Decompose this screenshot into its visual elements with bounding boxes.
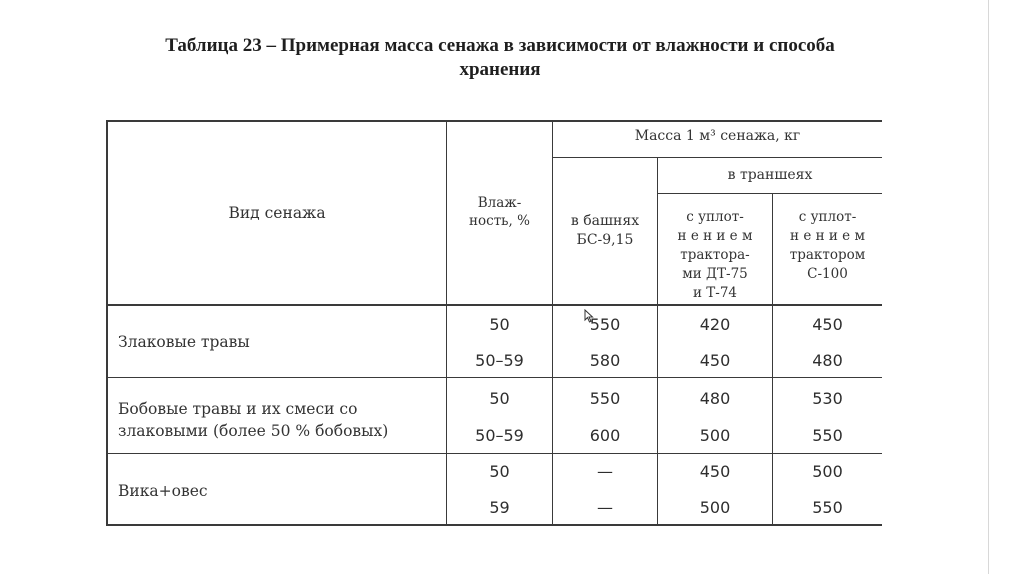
header-compact-s100-line: н е н и е м [790,228,865,244]
cell-s100: 550 [812,426,843,445]
caption-line-2: хранения [459,59,541,80]
header-towers [553,212,657,250]
cell-dt: 450 [699,351,731,370]
cell-tower: — [597,462,613,481]
header-compact-s100-line: С-100 [807,266,848,282]
cell-dt: 450 [699,462,731,481]
header-bottom-border [106,304,882,306]
cell-s100: 500 [812,462,843,481]
table-left-border [106,120,108,526]
header-compact-s100 [773,208,882,284]
table-top-border [106,120,882,122]
cell-tower: 600 [589,426,621,445]
header-compact-s100-line: трактором [789,247,866,263]
cell-s100: 450 [812,315,843,334]
mass-header-divider [552,157,882,158]
header-compact-dt-line: ми ДТ-75 [682,266,748,282]
header-compact-dt-line: н е н и е м [677,228,753,244]
cell-moisture: 50 [489,462,510,481]
cell-moisture: 59 [489,498,510,517]
cell-dt: 500 [699,498,731,517]
trench-header-divider [657,193,882,194]
cell-s100: 530 [812,389,843,408]
header-moisture-line-1: Влаж- [477,195,522,211]
header-kind: Вид сенажа [228,204,326,222]
header-moisture [447,194,552,230]
table-caption [60,34,940,82]
cell-moisture: 50–59 [475,351,524,370]
cell-s100: 480 [812,351,843,370]
cell-moisture: 50 [489,315,510,334]
cell-tower: 550 [589,389,621,408]
group-name-vetch-oat: Вика+овес [118,482,208,500]
cell-moisture: 50 [489,389,510,408]
header-mass: Масса 1 м³ сенажа, кг [634,128,801,144]
cell-tower: 580 [589,351,621,370]
page-frame-edge [988,0,989,574]
table-bottom-border [106,524,882,526]
header-compact-dt [658,208,772,303]
group-name-legume-line-1: Бобовые травы и их смеси со [118,400,358,418]
header-towers-line-2: БС-9,15 [576,232,634,248]
header-compact-s100-line: с уплот- [798,209,857,225]
group-name-legume [118,398,388,442]
header-compact-dt-line: трактора- [680,247,750,263]
header-trenches: в траншеях [727,167,813,183]
cell-dt: 500 [699,426,731,445]
cell-tower: — [597,498,613,517]
group-divider-2 [106,453,882,454]
mouse-pointer-icon [584,309,594,323]
header-compact-dt-line: с уплот- [686,209,744,225]
caption-line-1: Таблица 23 – Примерная масса сенажа в зависимости от влажности и способа [165,35,835,56]
group-divider-1 [106,377,882,378]
cell-s100: 550 [812,498,843,517]
cell-dt: 420 [699,315,731,334]
header-moisture-line-2: ность, % [469,213,530,229]
header-towers-line-1: в башнях [570,213,640,229]
group-name-legume-line-2: злаковыми (более 50 % бобовых) [118,422,389,440]
header-compact-dt-line: и Т-74 [692,285,738,301]
group-name-cereal: Злаковые травы [118,333,250,351]
cell-dt: 480 [699,389,731,408]
cell-tower: 550 [589,315,621,334]
cell-moisture: 50–59 [475,426,524,445]
